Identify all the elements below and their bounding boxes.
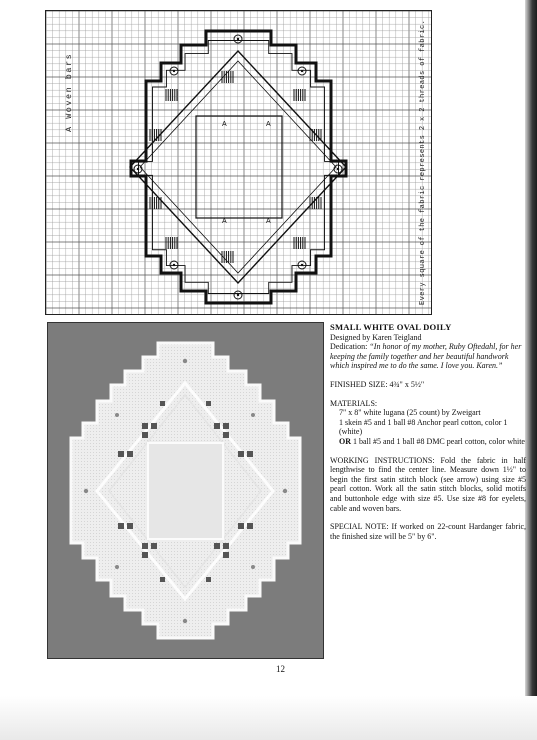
dedication-label: Dedication:: [330, 342, 368, 352]
pattern-title: SMALL WHITE OVAL DOILY: [330, 322, 452, 332]
materials-fabric: 7" x 8" white lugana (25 count) by Zweigart: [339, 408, 481, 418]
materials-dmc-cotton: 1 ball #5 and 1 ball #8 DMC pearl cotton, color white: [353, 436, 525, 446]
finished-size: FINISHED SIZE: 4¾" x 5½": [330, 379, 425, 389]
materials-or: OR: [339, 436, 351, 446]
chart-marker: A: [222, 121, 227, 128]
working-instructions: WORKING INSTRUCTIONS: Fold the fabric in half lengthwise to find the center line. Measure down 1½" to begin the first satin stitch block (see arrow) using size #5 pearl cotton. Work all the satin stitch blocks, solid motifs and buttonhole edge with size #5. Use size #8 for eyelets, cable and woven bars.: [330, 455, 526, 513]
special-note: SPECIAL NOTE: If worked on 22-count Hardanger fabric, the finished size will be 5" by 6".: [330, 522, 526, 541]
chart-marker: A: [222, 218, 227, 225]
designer-credit: Designed by Karen Teigland: [330, 332, 422, 342]
chart-note: [416, 19, 430, 308]
chart-legend-label: [62, 24, 76, 134]
page-number: 12: [276, 664, 285, 674]
woven-bars-label: A Woven bars: [64, 52, 74, 132]
pattern-instructions: [330, 323, 526, 541]
chart-marker: A: [266, 218, 271, 225]
materials-dmc-option: [330, 437, 526, 447]
dedication-text: “In honor of my mother, Ruby Oftedahl, for her keeping the family together and her beautiful handwork which inspired me to do the same. I love you. Karen.”: [330, 342, 522, 371]
doily-image: [48, 323, 323, 658]
chart-marker: A: [266, 121, 271, 128]
chart-grid-graphic: [46, 11, 431, 314]
chart-outline: [131, 31, 346, 303]
scan-edge-shadow: [525, 0, 537, 740]
hardanger-chart: [45, 10, 432, 315]
page-bottom-shadow: [0, 696, 537, 740]
doily-photo: [47, 322, 324, 659]
materials-anchor-cotton: 1 skein #5 and 1 ball #8 Anchor pearl cotton, color 1 (white): [339, 417, 508, 437]
materials-heading: MATERIALS:: [330, 398, 378, 408]
chart-note-text: Every square of the fabric represents 2 x 2 threads of fabric.: [419, 19, 427, 305]
dedication: [330, 342, 526, 371]
